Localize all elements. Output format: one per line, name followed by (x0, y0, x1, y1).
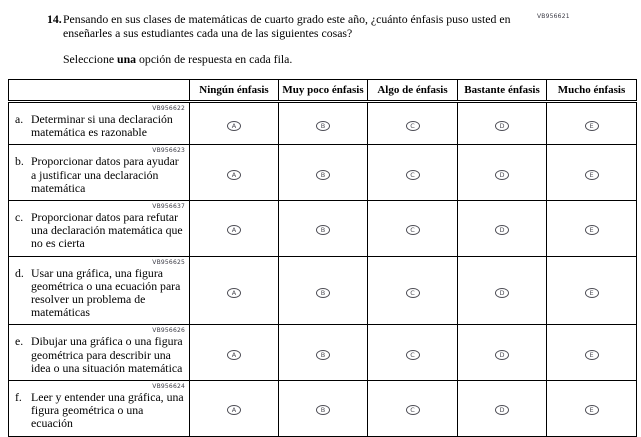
instruction-suffix: opción de respuesta en cada fila. (136, 52, 293, 66)
response-bubble-c[interactable]: C (406, 121, 420, 131)
item-cell (9, 201, 190, 257)
item-variable-code: VB956624 (152, 383, 185, 391)
response-bubble-c[interactable]: C (406, 170, 420, 180)
item-letter: d. (15, 265, 24, 280)
option-cell (279, 145, 368, 201)
instruction-prefix: Seleccione (63, 52, 118, 66)
option-cell (190, 145, 279, 201)
response-bubble-b[interactable]: B (316, 405, 330, 415)
column-header: Bastante énfasis (458, 80, 547, 102)
option-cell (547, 381, 637, 437)
table-row (9, 325, 637, 381)
option-cell (368, 102, 458, 145)
column-header: Algo de énfasis (368, 80, 458, 102)
item-cell (9, 102, 190, 145)
option-cell (547, 256, 637, 325)
item-text: Usar una gráfica, una figura geométrica o una ecuación para resolver un problema de matemáticas (31, 265, 181, 320)
option-cell (458, 145, 547, 201)
response-bubble-a[interactable]: A (227, 121, 241, 131)
option-cell (547, 145, 637, 201)
table-row (9, 256, 637, 325)
item-text: Dibujar una gráfica o una figura geométrica para describir una idea o una situación matemática (31, 334, 183, 375)
item-column-header (9, 80, 190, 102)
header-row (9, 80, 637, 102)
response-bubble-b[interactable]: B (316, 350, 330, 360)
response-bubble-a[interactable]: A (227, 288, 241, 298)
option-cell (279, 325, 368, 381)
option-cell (458, 381, 547, 437)
question-text: Pensando en sus clases de matemáticas de cuarto grado este año, ¿cuánto énfasis puso usted en enseñarles a sus estudiantes cada una de las siguientes cosas? (63, 12, 511, 40)
item-variable-code: VB956626 (152, 327, 185, 335)
item-variable-code: VB956637 (152, 203, 185, 211)
column-header: Muy poco énfasis (279, 80, 368, 102)
option-cell (547, 201, 637, 257)
option-cell (368, 381, 458, 437)
question-number: 14. (47, 12, 62, 26)
response-bubble-a[interactable]: A (227, 350, 241, 360)
response-bubble-b[interactable]: B (316, 121, 330, 131)
option-cell (368, 145, 458, 201)
option-cell (279, 201, 368, 257)
option-cell (190, 381, 279, 437)
response-bubble-c[interactable]: C (406, 288, 420, 298)
option-cell (458, 325, 547, 381)
table-row (9, 381, 637, 437)
instruction-bold-word: una (117, 52, 137, 66)
response-bubble-e[interactable]: E (585, 121, 599, 131)
option-cell (547, 325, 637, 381)
item-letter: f. (15, 390, 22, 405)
option-cell (279, 256, 368, 325)
response-bubble-d[interactable]: D (495, 225, 509, 235)
response-bubble-a[interactable]: A (227, 405, 241, 415)
response-bubble-d[interactable]: D (495, 121, 509, 131)
response-bubble-e[interactable]: E (585, 405, 599, 415)
item-variable-code: VB956623 (152, 147, 185, 155)
table-row (9, 201, 637, 257)
item-text: Proporcionar datos para ayudar a justificar una declaración matemática (31, 154, 179, 195)
item-variable-code: VB956625 (152, 258, 185, 266)
response-bubble-a[interactable]: A (227, 170, 241, 180)
question-variable-code: VB956621 (537, 13, 570, 20)
question-block (47, 13, 547, 67)
item-letter: a. (15, 112, 24, 126)
option-cell (368, 325, 458, 381)
option-cell (279, 102, 368, 145)
item-text: Leer y entender una gráfica, una figura geométrica o una ecuación (31, 390, 184, 431)
table-row (9, 102, 637, 145)
item-text: Determinar si una declaración matemática es razonable (31, 112, 173, 140)
response-bubble-b[interactable]: B (316, 170, 330, 180)
option-cell (279, 381, 368, 437)
option-cell (190, 102, 279, 145)
item-letter: e. (15, 334, 24, 349)
response-bubble-c[interactable]: C (406, 405, 420, 415)
table-row (9, 145, 637, 201)
item-letter: c. (15, 210, 24, 225)
option-cell (458, 201, 547, 257)
option-cell (458, 256, 547, 325)
option-cell (368, 256, 458, 325)
response-matrix-table (8, 79, 637, 437)
response-bubble-d[interactable]: D (495, 405, 509, 415)
response-bubble-d[interactable]: D (495, 170, 509, 180)
option-cell (458, 102, 547, 145)
option-cell (190, 325, 279, 381)
item-variable-code: VB956622 (152, 105, 185, 112)
item-cell (9, 145, 190, 201)
response-bubble-a[interactable]: A (227, 225, 241, 235)
response-bubble-c[interactable]: C (406, 350, 420, 360)
column-header: Mucho énfasis (547, 80, 637, 102)
response-bubble-d[interactable]: D (495, 350, 509, 360)
response-bubble-d[interactable]: D (495, 288, 509, 298)
option-cell (547, 102, 637, 145)
option-cell (190, 256, 279, 325)
item-text: Proporcionar datos para refutar una declaración matemática que no es cierta (31, 210, 183, 251)
option-cell (368, 201, 458, 257)
response-bubble-e[interactable]: E (585, 170, 599, 180)
item-letter: b. (15, 154, 24, 169)
option-cell (190, 201, 279, 257)
item-cell (9, 381, 190, 437)
response-bubble-c[interactable]: C (406, 225, 420, 235)
response-bubble-b[interactable]: B (316, 288, 330, 298)
instruction-text (63, 53, 531, 67)
item-cell (9, 256, 190, 325)
item-cell (9, 325, 190, 381)
response-bubble-e[interactable]: E (585, 225, 599, 235)
response-bubble-e[interactable]: E (585, 350, 599, 360)
column-header: Ningún énfasis (190, 80, 279, 102)
response-bubble-e[interactable]: E (585, 288, 599, 298)
response-bubble-b[interactable]: B (316, 225, 330, 235)
